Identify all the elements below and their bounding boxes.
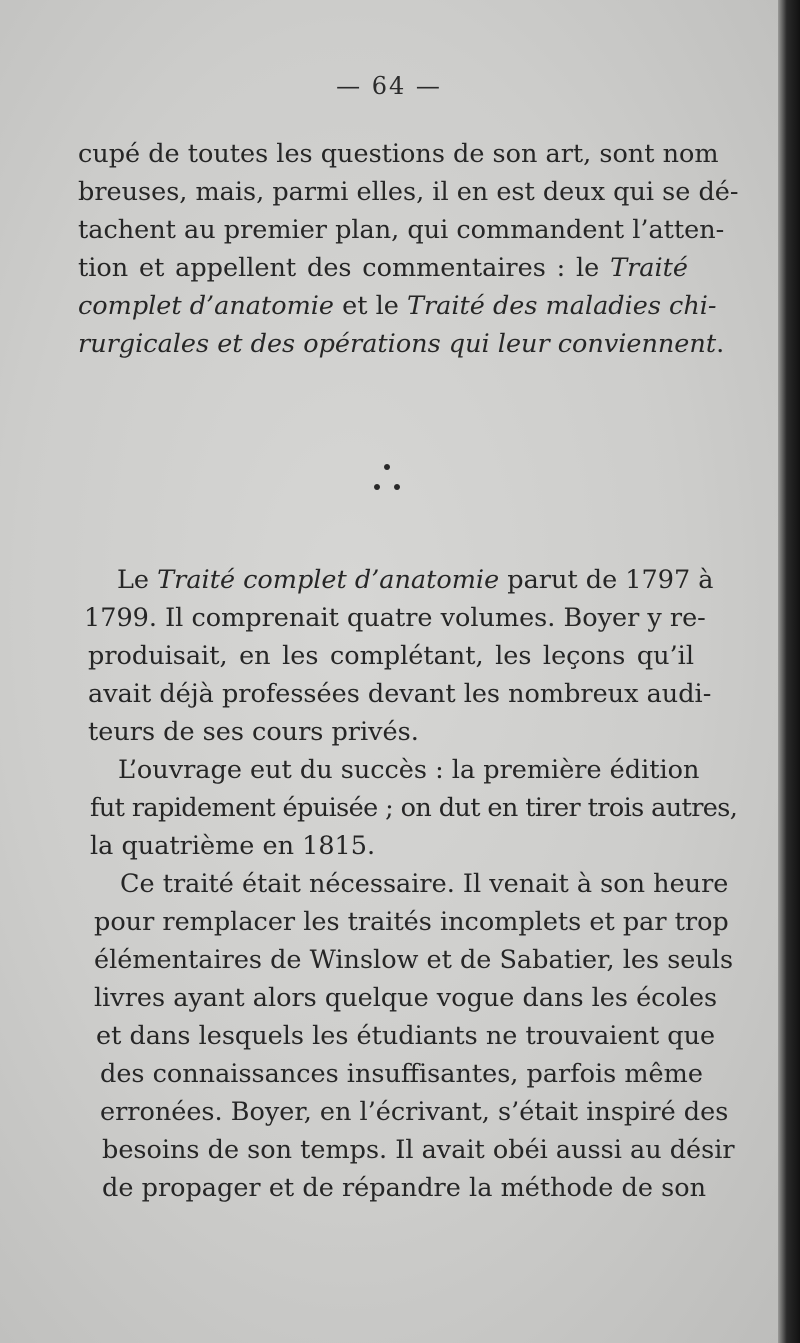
text-line-content (78, 329, 725, 359)
text-line-content (78, 253, 688, 283)
text-line-content: cupé de toutes les questions de son art, sont nom (78, 139, 719, 169)
text-line-content: teurs de ses cours privés. (88, 717, 419, 747)
text-line-content (117, 565, 714, 595)
text-line (120, 869, 729, 899)
text-line-content: et dans lesquels les étudiants ne trouvaient que (96, 1021, 716, 1051)
section-separator-asterism (360, 458, 420, 508)
text-line (84, 603, 706, 633)
text-line (102, 1173, 706, 1203)
text-line (94, 945, 734, 975)
text-line-content: tachent au premier plan, qui commandent l’atten- (78, 215, 725, 245)
text-line (90, 831, 376, 861)
text-line (102, 1135, 735, 1165)
text-line-content: besoins de son temps. Il avait obéi aussi au désir (102, 1135, 735, 1165)
text-line-content: avait déjà professées devant les nombreux audi- (88, 679, 712, 709)
text-line (90, 793, 738, 823)
text-line-content (78, 291, 717, 321)
text-line (78, 253, 688, 283)
text-line-content: erronées. Boyer, en l’écrivant, s’était inspiré des (100, 1097, 729, 1127)
text-line (78, 177, 739, 207)
text-line-content: breuses, mais, parmi elles, il en est deux qui se dé- (78, 177, 739, 207)
text-segment: tion et appellent des commentaires : le Traité (78, 253, 688, 283)
text-segment: Le Traité complet d’anatomie parut de 1797 à (117, 565, 714, 595)
text-line (88, 717, 419, 747)
text-line-content: fut rapidement épuisée ; on dut en tirer trois autres, (90, 793, 738, 823)
text-line (78, 139, 719, 169)
text-line-content: pour remplacer les traités incomplets et par trop (94, 907, 729, 937)
text-line (78, 329, 725, 359)
text-line (88, 679, 712, 709)
text-line (78, 291, 717, 321)
text-line (88, 641, 694, 671)
text-line-content: produisait, en les complétant, les leçons qu’il (88, 641, 694, 671)
text-line-content: 1799. Il comprenait quatre volumes. Boyer y re- (84, 603, 706, 633)
text-line-content: de propager et de répandre la méthode de son (102, 1173, 706, 1203)
text-line-content: la quatrième en 1815. (90, 831, 376, 861)
text-line (78, 215, 725, 245)
text-segment: complet d’anatomie et le Traité des maladies chi- (78, 291, 717, 321)
text-line-content: des connaissances insuffisantes, parfois même (100, 1059, 703, 1089)
page-number: — 64 — (336, 72, 442, 100)
page-edge-shadow (778, 0, 800, 1343)
text-line (118, 755, 700, 785)
text-line (100, 1059, 703, 1089)
text-line-content: élémentaires de Winslow et de Sabatier, les seuls (94, 945, 734, 975)
text-line-content: L’ouvrage eut du succès : la première édition (118, 755, 700, 785)
text-segment: rurgicales et des opérations qui leur conviennent. (78, 329, 725, 359)
text-line-content: Ce traité était nécessaire. Il venait à son heure (120, 869, 729, 899)
text-line-content: livres ayant alors quelque vogue dans les écoles (94, 983, 718, 1013)
text-line (94, 907, 729, 937)
text-line (100, 1097, 729, 1127)
text-line (96, 1021, 716, 1051)
text-line (94, 983, 718, 1013)
text-line (117, 565, 714, 595)
